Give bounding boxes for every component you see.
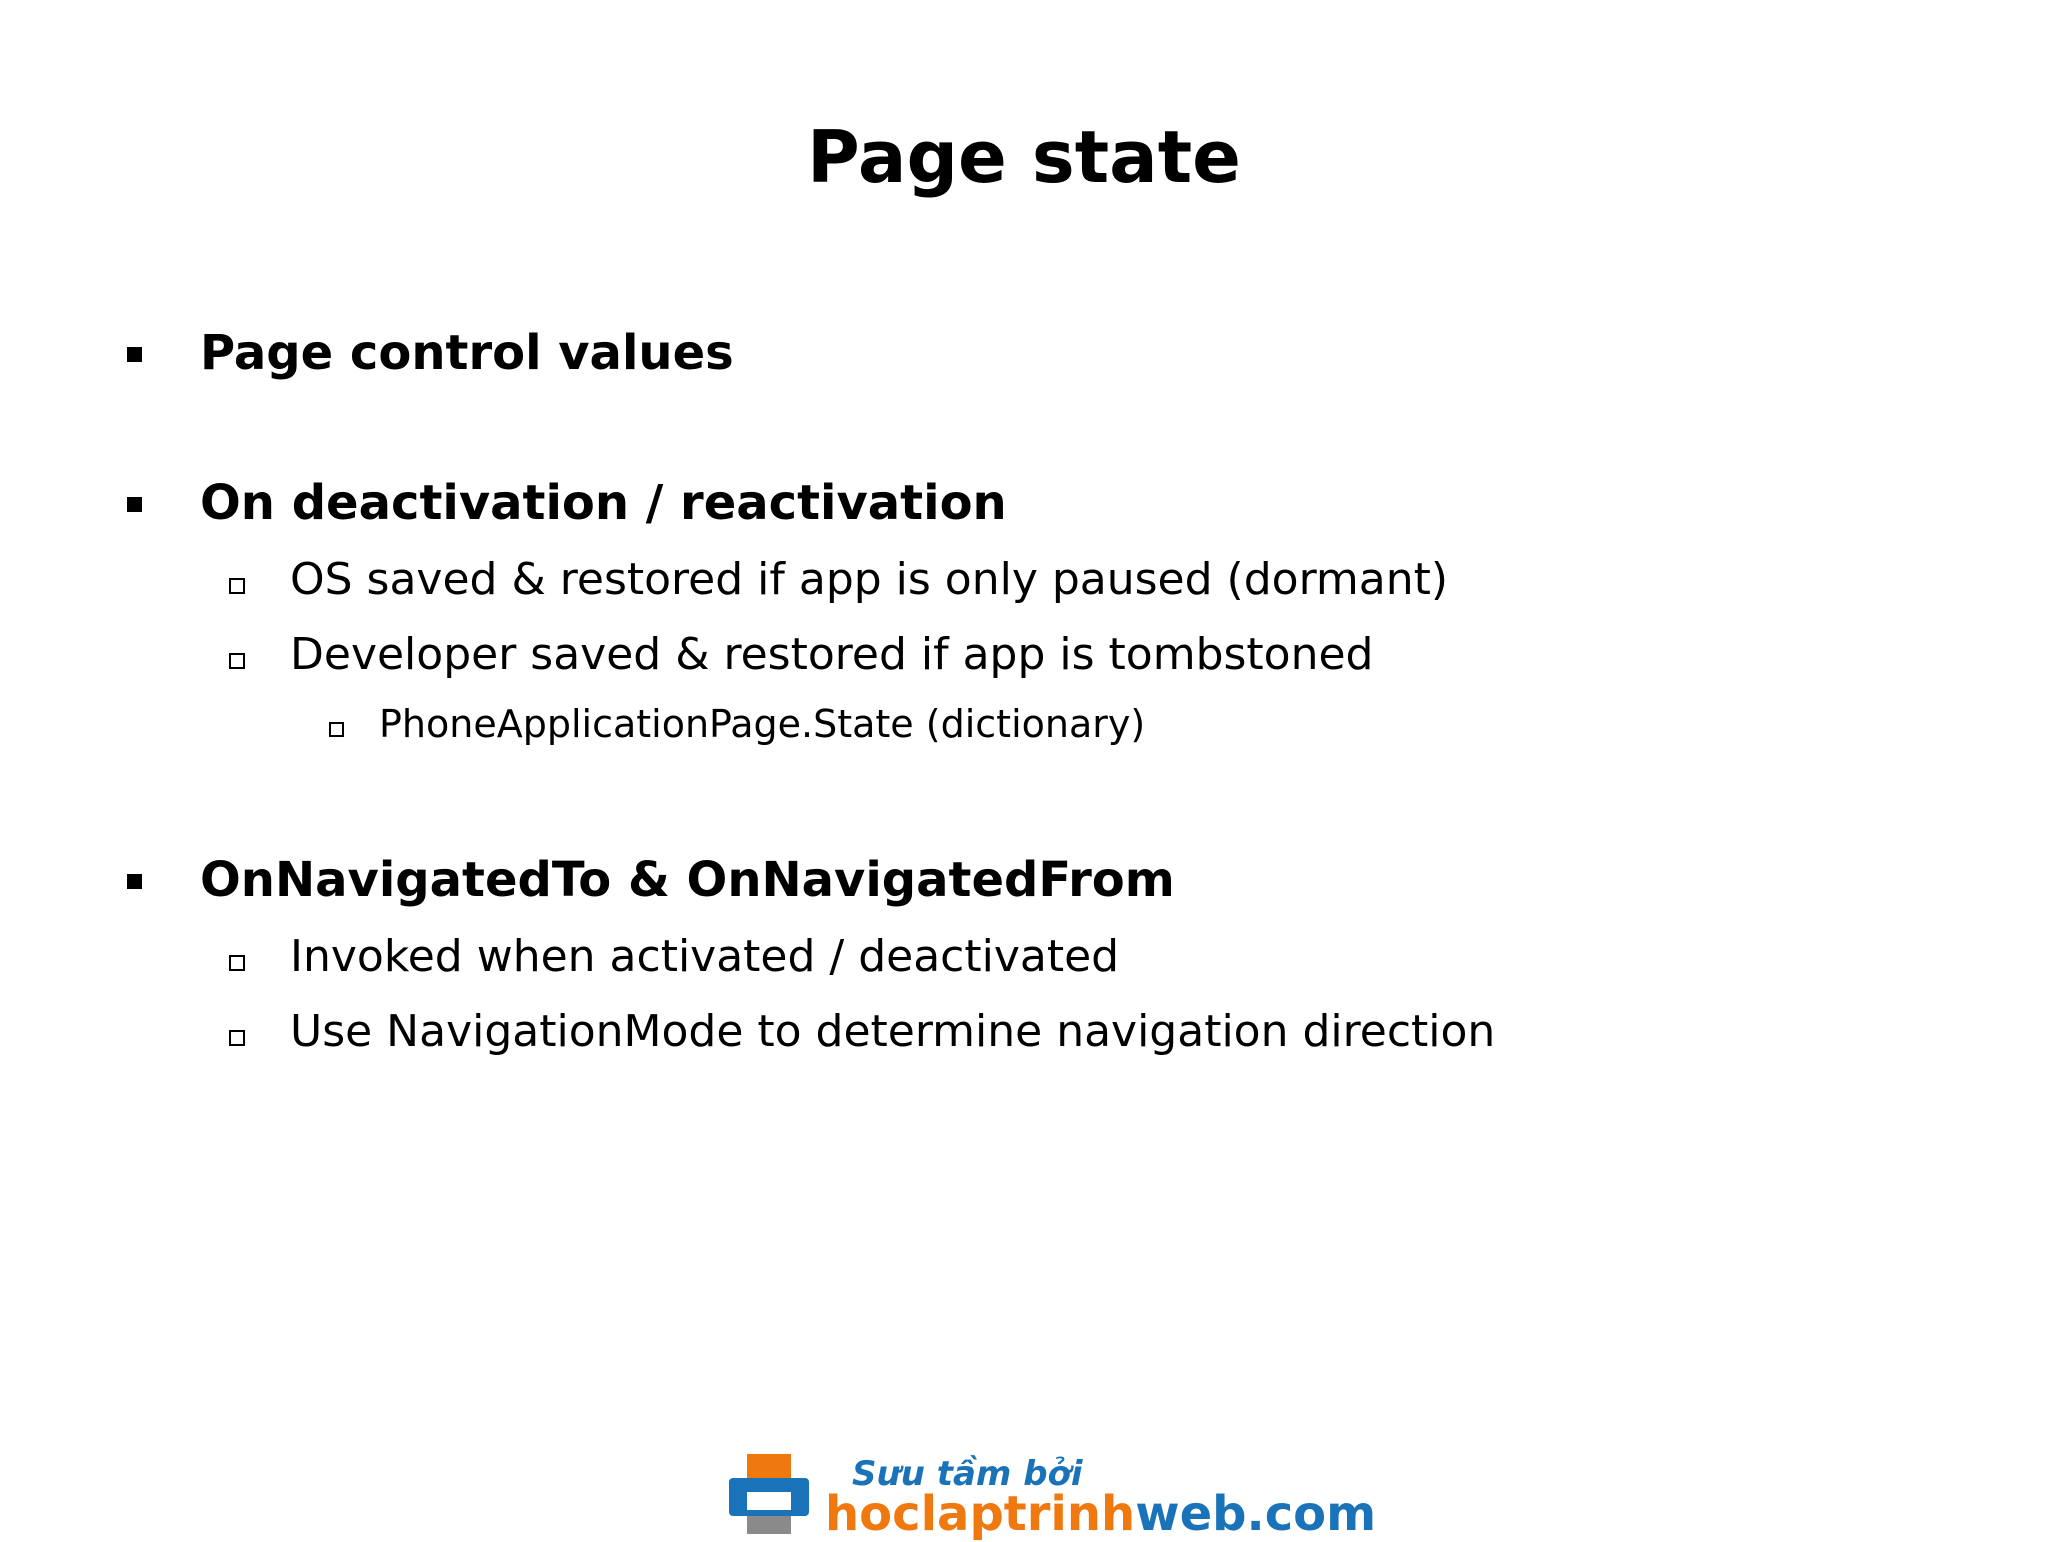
logo-domain-part2: web.com xyxy=(1135,1486,1377,1542)
hollow-square-bullet-icon xyxy=(229,1030,245,1046)
sub-bullet-item xyxy=(290,552,1448,608)
bullet-text: OS saved & restored if app is only paused (dormant) xyxy=(290,554,1449,605)
sub-bullet-item xyxy=(290,929,1119,985)
bullet-text: PhoneApplicationPage.State (dictionary) xyxy=(379,702,1146,746)
sub-bullet-item xyxy=(290,627,1373,683)
bullet-item xyxy=(200,850,1175,910)
sub-sub-bullet-item xyxy=(379,700,1145,748)
slide-title: Page state xyxy=(807,115,1241,199)
logo-domain xyxy=(825,1488,1376,1540)
bullet-text: Developer saved & restored if app is tombstoned xyxy=(290,629,1374,680)
bullet-text: Use NavigationMode to determine navigation direction xyxy=(290,1006,1496,1057)
site-logo[interactable] xyxy=(725,1448,1377,1542)
bullet-text: Page control values xyxy=(200,325,734,381)
hollow-square-bullet-icon xyxy=(229,955,245,971)
bullet-item xyxy=(200,323,734,383)
bullet-text: OnNavigatedTo & OnNavigatedFrom xyxy=(200,852,1175,908)
filled-square-bullet-icon xyxy=(127,874,142,889)
sub-bullet-item xyxy=(290,1004,1495,1060)
filled-square-bullet-icon xyxy=(127,347,142,362)
bullet-item xyxy=(200,473,1007,533)
bullet-text: Invoked when activated / deactivated xyxy=(290,931,1120,982)
filled-square-bullet-icon xyxy=(127,497,142,512)
hollow-square-bullet-icon xyxy=(329,722,344,737)
hollow-square-bullet-icon xyxy=(229,578,245,594)
hollow-square-bullet-icon xyxy=(229,653,245,669)
logo-tagline: Sưu tầm bởi xyxy=(852,1454,1083,1494)
bullet-text: On deactivation / reactivation xyxy=(200,475,1007,531)
printer-logo-icon xyxy=(725,1448,815,1536)
logo-domain-part1: hoclaptrinh xyxy=(825,1486,1136,1542)
